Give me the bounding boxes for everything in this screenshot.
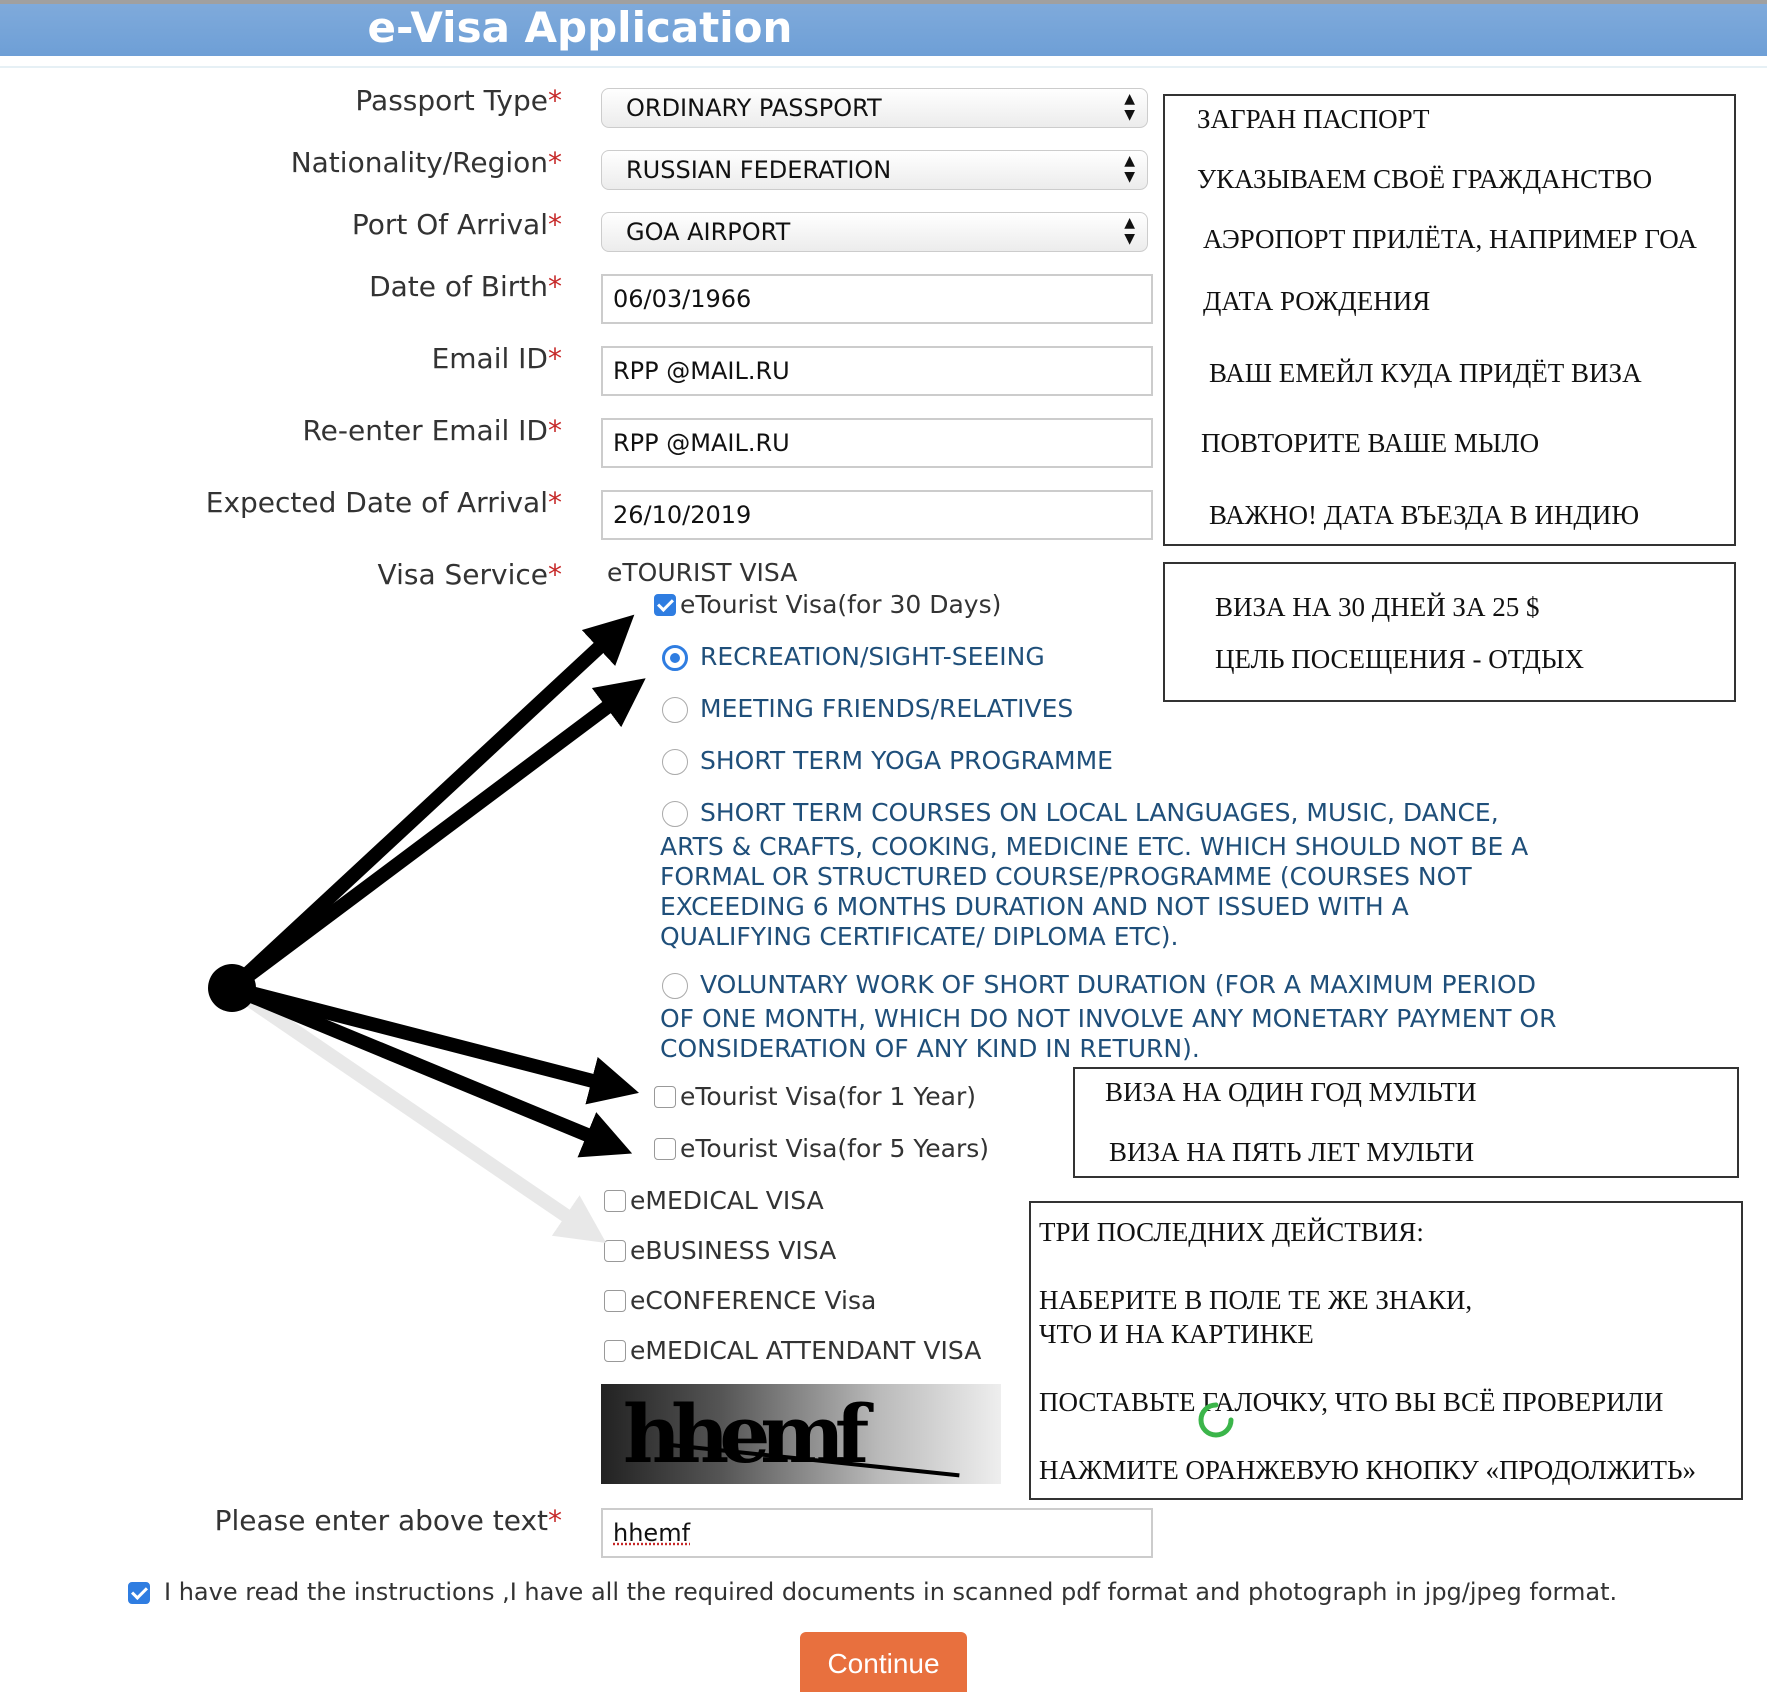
purpose-voluntary-line: CONSIDERATION OF ANY KIND IN RETURN). — [660, 1034, 1200, 1063]
arrow-origin-dot — [208, 964, 256, 1012]
passport-type-value: ORDINARY PASSPORT — [626, 94, 882, 122]
note-line: ЧТО И НА КАРТИНКЕ — [1039, 1319, 1314, 1349]
purpose-courses-line: EXCEEDING 6 MONTHS DURATION AND NOT ISSUED WITH A — [660, 892, 1409, 921]
select-arrows-icon: ▲ ▼ — [1124, 153, 1135, 185]
arrow-30days — [232, 628, 620, 988]
captcha-text: hhemf — [623, 1387, 860, 1481]
note-line: ЗАГРАН ПАСПОРТ — [1197, 104, 1430, 134]
purpose-courses-line: FORMAL OR STRUCTURED COURSE/PROGRAMME (COURSES NOT — [660, 862, 1472, 891]
arrival-label: Expected Date of Arrival* — [205, 486, 562, 519]
arrival-input[interactable]: 26/10/2019 — [601, 490, 1153, 540]
arrow-recreation — [232, 690, 630, 988]
medical-label: eMEDICAL VISA — [630, 1186, 824, 1215]
conference-label: eCONFERENCE Visa — [630, 1286, 877, 1315]
page-title: e-Visa Application — [367, 3, 793, 52]
purpose-voluntary-label: VOLUNTARY WORK OF SHORT DURATION (FOR A MAXIMUM PERIOD — [700, 970, 1536, 999]
dob-label: Date of Birth* — [369, 270, 562, 303]
port-value: GOA AIRPORT — [626, 218, 791, 246]
note-line: УКАЗЫВАЕМ СВОЁ ГРАЖДАНСТВО — [1197, 164, 1653, 194]
email-input[interactable]: RPP @MAIL.RU — [601, 346, 1153, 396]
port-label: Port Of Arrival* — [351, 208, 562, 241]
purpose-recreation-label: RECREATION/SIGHT-SEEING — [700, 642, 1045, 671]
nationality-label: Nationality/Region* — [290, 146, 562, 179]
note-line: НАБЕРИТЕ В ПОЛЕ ТЕ ЖЕ ЗНАКИ, — [1039, 1285, 1473, 1315]
tourist-1y-label: eTourist Visa(for 1 Year) — [680, 1082, 976, 1111]
passport-type-label: Passport Type* — [355, 84, 562, 117]
note-line: АЭРОПОРТ ПРИЛЁТА, НАПРИМЕР ГОА — [1203, 224, 1697, 254]
note-line: ЦЕЛЬ ПОСЕЩЕНИЯ - ОТДЫХ — [1215, 644, 1585, 674]
tourist-5y-label: eTourist Visa(for 5 Years) — [680, 1134, 990, 1163]
note-line: ВАШ ЕМЕЙЛ КУДА ПРИДЁТ ВИЗА — [1209, 358, 1642, 388]
purpose-voluntary-line: OF ONE MONTH, WHICH DO NOT INVOLVE ANY MONETARY PAYMENT OR — [660, 1004, 1557, 1033]
note-line: НАЖМИТЕ ОРАНЖЕВУЮ КНОПКУ «ПРОДОЛЖИТЬ» — [1039, 1455, 1697, 1485]
note-line: ПОСТАВЬТЕ ГАЛОЧКУ, ЧТО ВЫ ВСЁ ПРОВЕРИЛИ — [1039, 1387, 1664, 1417]
business-label: eBUSINESS VISA — [630, 1236, 837, 1265]
purpose-courses-line: QUALIFYING CERTIFICATE/ DIPLOMA ETC). — [660, 922, 1179, 951]
nationality-value: RUSSIAN FEDERATION — [626, 156, 892, 184]
note-line: ВАЖНО! ДАТА ВЪЕЗДА В ИНДИЮ — [1209, 500, 1640, 530]
dob-input[interactable]: 06/03/1966 — [601, 274, 1153, 324]
note-line: ВИЗА НА ОДИН ГОД МУЛЬТИ — [1105, 1077, 1477, 1107]
continue-button[interactable]: Continue — [800, 1632, 967, 1692]
captcha-input[interactable]: hhemf — [601, 1508, 1153, 1558]
note-line: ВИЗА НА 30 ДНЕЙ ЗА 25 $ — [1215, 592, 1540, 622]
attendant-label: eMEDICAL ATTENDANT VISA — [630, 1336, 982, 1365]
purpose-friends-label: MEETING FRIENDS/RELATIVES — [700, 694, 1074, 723]
email2-label: Re-enter Email ID* — [302, 414, 562, 447]
purpose-courses-label: SHORT TERM COURSES ON LOCAL LANGUAGES, MUSIC, DANCE, — [700, 798, 1499, 827]
purpose-yoga-label: SHORT TERM YOGA PROGRAMME — [700, 746, 1113, 775]
note-line: ПОВТОРИТЕ ВАШЕ МЫЛО — [1201, 428, 1540, 458]
note-line: ДАТА РОЖДЕНИЯ — [1203, 286, 1431, 316]
visa-group-title: eTOURIST VISA — [607, 558, 798, 587]
captcha-label: Please enter above text* — [214, 1504, 562, 1537]
tourist-30-label: eTourist Visa(for 30 Days) — [680, 590, 1002, 619]
select-arrows-icon: ▲ ▼ — [1124, 91, 1135, 123]
email2-input[interactable]: RPP @MAIL.RU — [601, 418, 1153, 468]
agree-label: I have read the instructions ,I have all the required documents in scanned pdf format and photograph in jpg/jpeg format. — [164, 1578, 1618, 1606]
email-label: Email ID* — [431, 342, 562, 375]
note-line: ТРИ ПОСЛЕДНИХ ДЕЙСТВИЯ: — [1039, 1217, 1424, 1247]
visa-service-label: Visa Service* — [377, 558, 562, 591]
select-arrows-icon: ▲ ▼ — [1124, 215, 1135, 247]
note-line: ВИЗА НА ПЯТЬ ЛЕТ МУЛЬТИ — [1109, 1137, 1475, 1167]
purpose-courses-line: ARTS & CRAFTS, COOKING, MEDICINE ETC. WHICH SHOULD NOT BE A — [660, 832, 1529, 861]
